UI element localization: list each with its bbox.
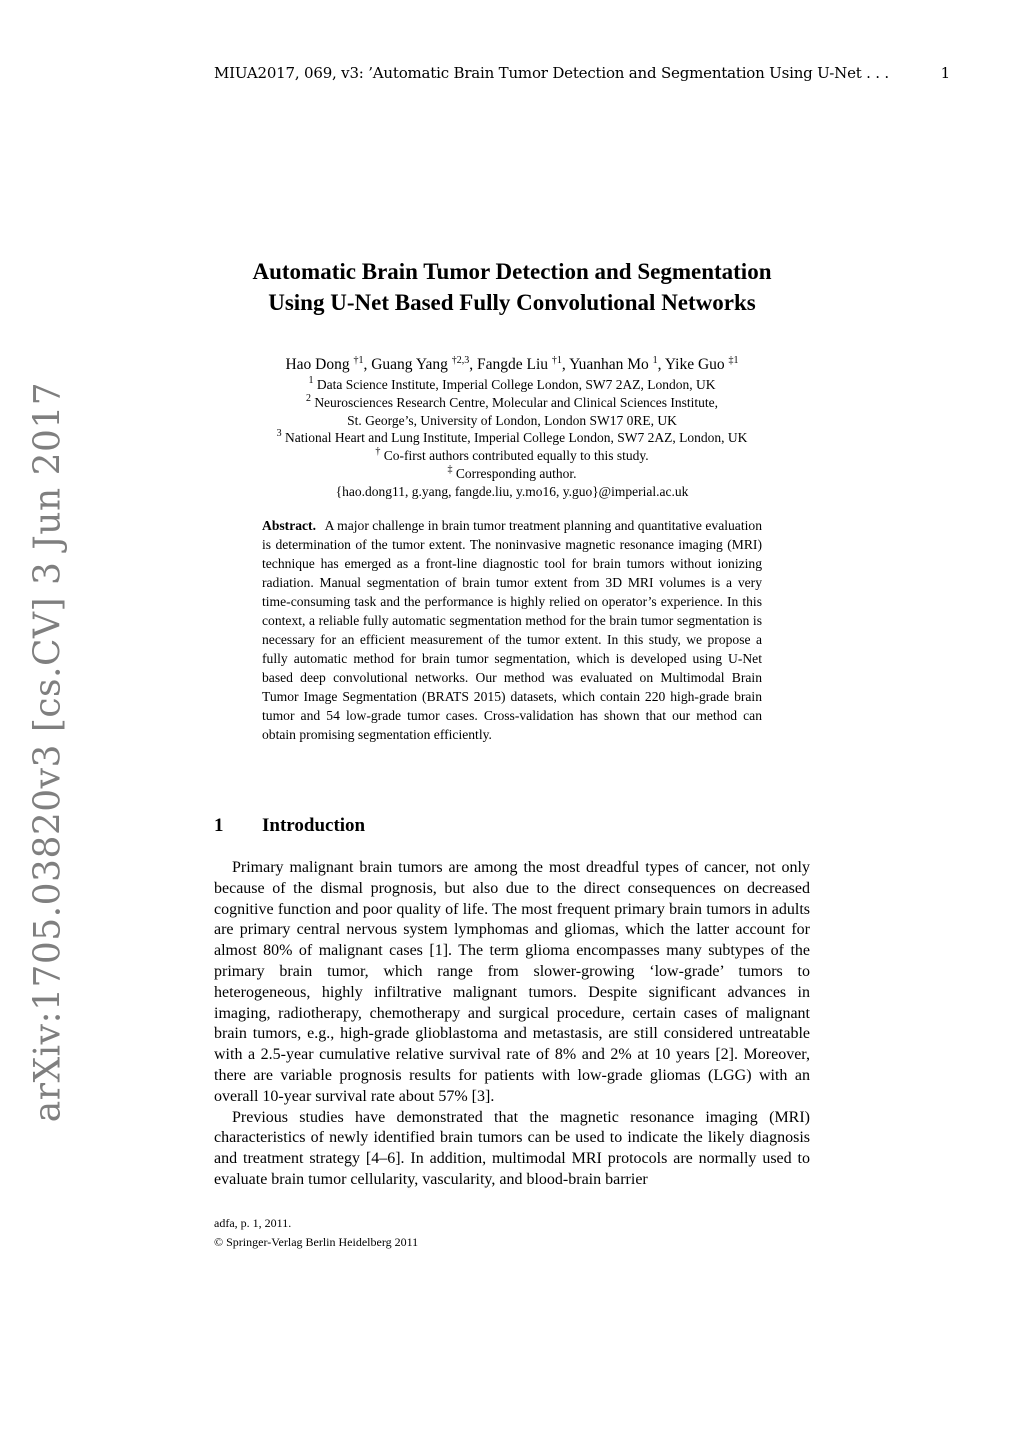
paragraph: Primary malignant brain tumors are among the most dreadful types of cancer, not only because of the dismal prognosis, but also due to the direct consequences on decreased cognitive function and poor quality of life. The most frequent primary brain tumors in adults are primary central nervous system lymphomas and gliomas, which the latter account for almost 80% of malignant cases [1]. The term glioma encompasses many subtypes of the primary brain tumor, which range from slower-growing ‘low-grade’ tumors to heterogeneous, highly infiltrative malignant tumors. Despite significant advances in imaging, radiotherapy, chemotherapy and surgical procedure, certain cases of malignant brain tumors, e.g., high-grade glioblastoma and metastasis, are still considered untreatable with a 2.5-year cumulative relative survival rate of 8% and 2% at 10 years [2]. Moreover, there are variable prognosis results for patients with low-grade gliomas (LGG) with an overall 10-year survival rate about 57% [3]. [214, 859, 810, 1105]
section-heading [214, 815, 365, 837]
introduction-body [214, 858, 810, 1191]
affiliation-2: $^2$ Neurosciences Research Centre, Molecular and Clinical Sciences Institute, [305, 392, 719, 410]
paper-title [200, 256, 824, 318]
abstract-label: Abstract. [262, 518, 316, 533]
paragraph: Previous studies have demonstrated that the magnetic resonance imaging (MRI) characteristics of newly identified brain tumors can be used to indicate the likely diagnosis and treatment strategy [4–6]. In addition, multimodal MRI protocols are normally used to evaluate brain tumor cellularity, vascularity, and blood-brain barrier [214, 1108, 810, 1188]
author: Fangde Liu $^{\dagger 1}$, [477, 355, 570, 373]
author: Yuanhan Mo $^1$, [569, 355, 665, 373]
author: Guang Yang $^{\dagger 2,3}$, [371, 355, 478, 373]
abstract [262, 516, 762, 744]
affiliation-2-cont: St. George’s, University of London, London SW17 0RE, UK [347, 412, 677, 428]
section-title: Introduction [262, 815, 366, 836]
author-emails: {hao.dong11, g.yang, fangde.liu, y.mo16, y.guo}@imperial.ac.uk [335, 483, 689, 499]
section-number: 1 [214, 815, 224, 836]
title-line-2: Using U-Net Based Fully Convolutional Networks [268, 290, 756, 315]
page-number: 1 [940, 64, 950, 82]
arxiv-identifier: arXiv:1705.03820v3 [cs.CV] 3 Jun 2017 [27, 381, 69, 1123]
author: Yike Guo $^{\ddagger 1}$ [664, 355, 739, 373]
running-header [214, 64, 950, 82]
author-list [150, 355, 874, 375]
corresponding-note: ‡ Corresponding author. [447, 463, 577, 481]
footnote-line-2: © Springer-Verlag Berlin Heidelberg 2011 [214, 1235, 419, 1249]
affiliations [150, 376, 874, 501]
footnote [214, 1214, 418, 1252]
affiliation-3: $^3$ National Heart and Lung Institute, Imperial College London, SW7 2AZ, London, UK [276, 428, 748, 446]
running-title: MIUA2017, 069, v3: ’Automatic Brain Tumor Detection and Segmentation Using U-Net . . . [214, 64, 890, 82]
cofirst-note: † Co-first authors contributed equally to this study. [375, 446, 649, 464]
footnote-line-1: adfa, p. 1, 2011. [214, 1216, 292, 1230]
author: Hao Dong $^{\dagger 1}$, [285, 355, 372, 373]
abstract-text: A major challenge in brain tumor treatment planning and quantitative evaluation is determination of the tumor extent. The noninvasive magnetic resonance imaging (MRI) technique has emerged as a front-line diagnostic tool for brain tumors without ionizing radiation. Manual segmentation of brain tumor extent from 3D MRI volumes is a very time-consuming task and the performance is highly relied on operator’s experience. In this context, a reliable fully automatic segmentation method for the brain tumor segmentation is necessary for an efficient measurement of the tumor extent. In this study, we propose a fully automatic method for brain tumor segmentation, which is developed using U-Net based deep convolutional networks. Our method was evaluated on Multimodal Brain Tumor Image Segmentation (BRATS 2015) datasets, which contain 220 high-grade brain tumor and 54 low-grade tumor cases. Cross-validation has shown that our method can obtain promising segmentation efficiently. [262, 518, 762, 742]
affiliation-1: $^1$ Data Science Institute, Imperial College London, SW7 2AZ, London, UK [308, 375, 716, 392]
title-line-1: Automatic Brain Tumor Detection and Segmentation [252, 259, 772, 284]
